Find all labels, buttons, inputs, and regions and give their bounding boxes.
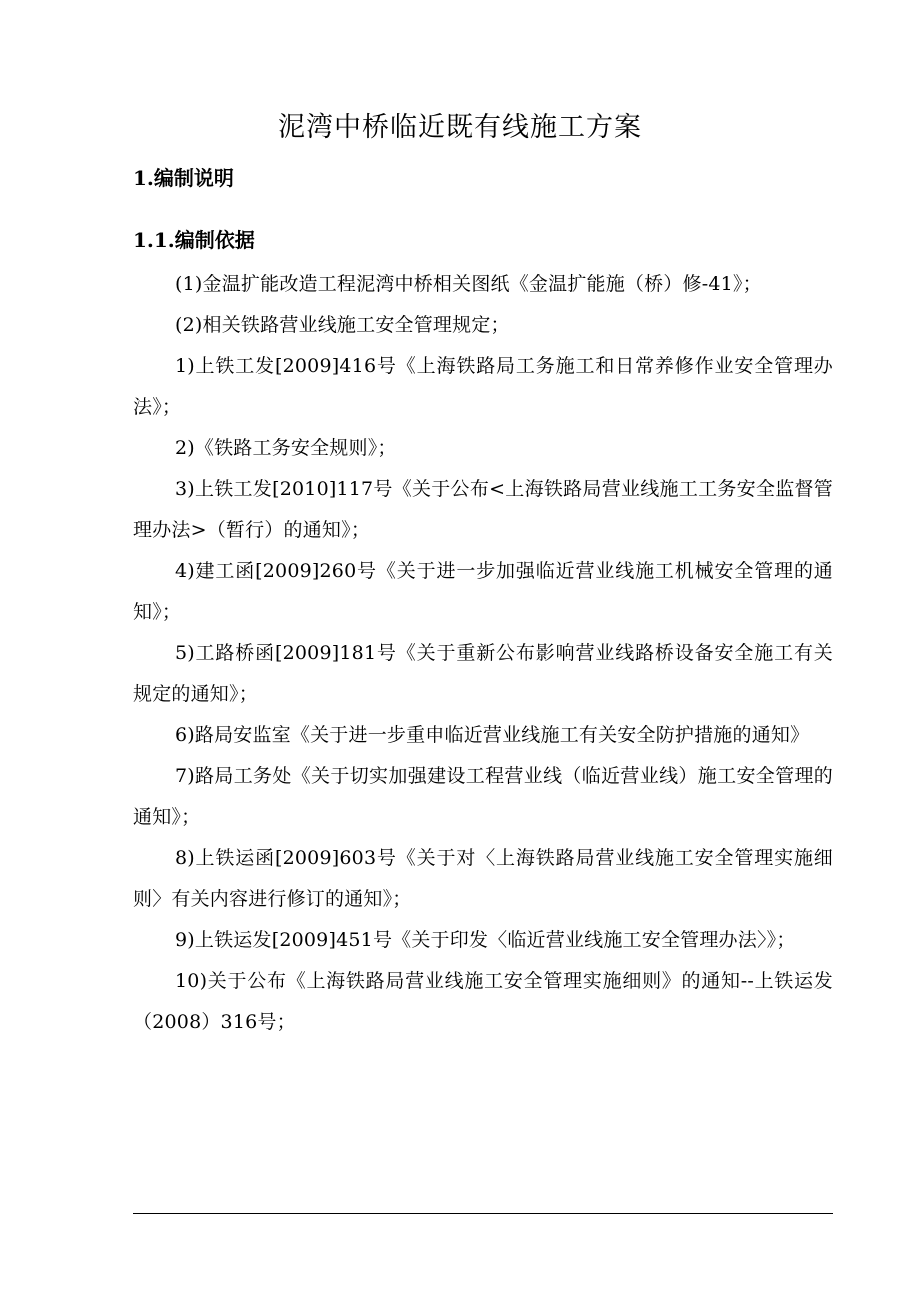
basis-item: 8)上铁运函[2009]603号《关于对〈上海铁路局营业线施工安全管理实施细则〉有关内容进行修订的通知》； [133,847,833,910]
basis-list [133,264,833,1043]
basis-item: (1)金温扩能改造工程泥湾中桥相关图纸《金温扩能施（桥）修-41》； [175,273,762,295]
basis-item: 1)上铁工发[2009]416号《上海铁路局工务施工和日常养修作业安全管理办法》； [133,355,833,418]
basis-item: 5)工路桥函[2009]181号《关于重新公布影响营业线路桥设备安全施工有关规定的通知》； [133,642,833,705]
section-heading-1: 1.编制说明 [133,166,234,190]
basis-item: (2)相关铁路营业线施工安全管理规定； [175,314,510,336]
basis-item: 6)路局安监室《关于进一步重申临近营业线施工有关安全防护措施的通知》 [175,724,810,746]
basis-item: 4)建工函[2009]260号《关于进一步加强临近营业线施工机械安全管理的通知》； [133,560,833,623]
basis-item: 9)上铁运发[2009]451号《关于印发〈临近营业线施工安全管理办法〉》； [175,929,796,951]
basis-item: 10)关于公布《上海铁路局营业线施工安全管理实施细则》的通知--上铁运发（2008）316号； [133,970,833,1033]
basis-item: 7)路局工务处《关于切实加强建设工程营业线（临近营业线）施工安全管理的通知》； [133,765,833,828]
section-heading-1-1: 1.1.编制依据 [133,228,255,252]
footer-divider [133,1213,833,1214]
basis-item: 3)上铁工发[2010]117号《关于公布<上海铁路局营业线施工工务安全监督管理办法>（暂行）的通知》； [133,478,833,541]
document-title: 泥湾中桥临近既有线施工方案 [278,112,642,143]
basis-item: 2)《铁路工务安全规则》； [175,437,397,459]
